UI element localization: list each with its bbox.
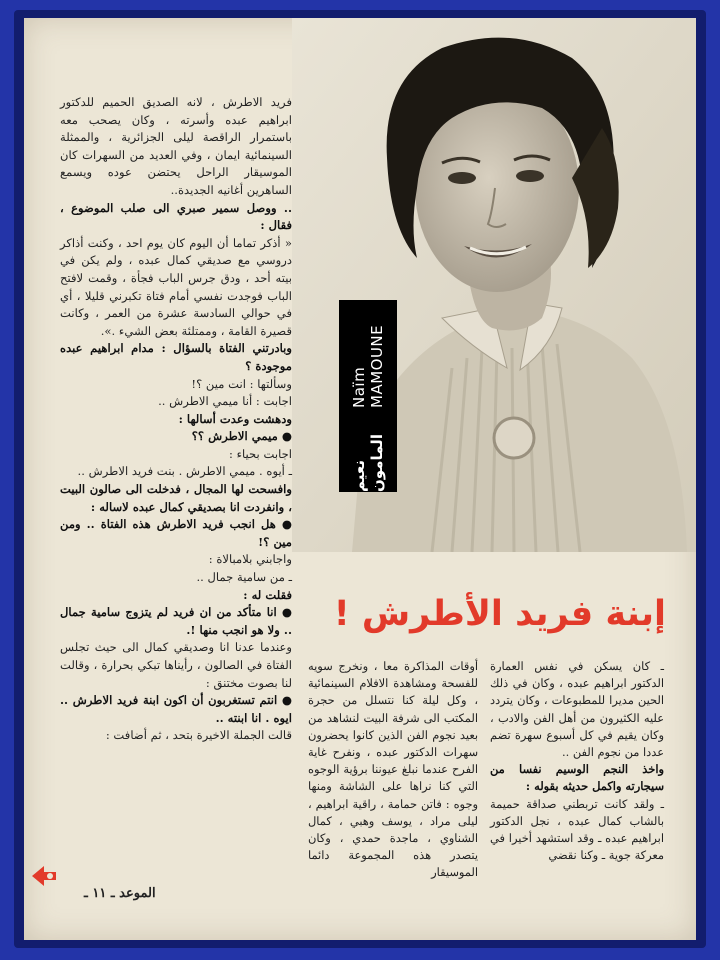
magazine-page — [24, 18, 696, 940]
page-footer: الموعد ـ ١١ ـ — [84, 886, 156, 901]
article-paragraph: ـ ولقد كانت تربطني صداقة حميمة بالشاب كمال عبده ، نجل الدكتور ابراهيم عبده ـ وقد استشهد أخيرا في معركة جوية ـ وكنا نقضي — [490, 796, 664, 863]
article-paragraph: فقلت له : — [243, 587, 292, 602]
article-paragraph: ودهشت وعدت أسالها : — [178, 411, 292, 426]
article-paragraph: قالت الجملة الاخيرة بتحد ، ثم أضافت : — [105, 728, 292, 743]
article-paragraph: اجابت بحياء : — [228, 446, 292, 461]
article-paragraph: أوقات المذاكرة معا ، ونخرج سويه للفسحة ومشاهدة الافلام السينمائية ، وكل ليلة كنا نتسلل من حجرة المكتب الى شرفة البيت لنشاهد من بعيد نجوم الفن الذين كانوا يحضرون سهرات الدكتور عبده ، ونفرح غاية الفرح عندما نبلغ عيوننا برؤية الوجوه التي كنا نراها على الشاشة ومنها وجوه : فاتن حمامة ، راقية ابراهيم ، ليلى مراد ، يوسف وهبي ، كمال الشناوي ، ماجدة حمدي ، وكان يتصدر هذه المجموعة دائما الموسيقار — [308, 659, 478, 880]
article-paragraph: فريد الاطرش ، لانه الصديق الحميم للدكتور ابراهيم عبده وأسرته ، وكان يصحب معه باستمرار الراقصة ليلى الجزائرية ، والممثلة السينمائية ايمان ، وفي العديد من السهرات كان الموسيقار الراحل يحتضن عوده ويسمع الساهرين أغانيه الجديدة.. — [60, 95, 292, 197]
continue-arrow-icon — [30, 864, 58, 888]
left-text-column — [60, 94, 292, 745]
watermark-latin: Naïm MAMOUNE — [350, 325, 386, 409]
article-paragraph: ● ميمي الاطرش ؟؟ — [191, 429, 292, 444]
article-paragraph: « أذكر تماما أن اليوم كان يوم احد ، وكنت أذاكر دروسي مع صديقي كمال عبده ، ولم يكن في بيته أحد ، ودق جرس الباب فجأة ، وقمت لافتح الباب فوجدت نفسي أمام فتاة تكبرني قليلا ، أي في حوالي السادسة عشرة من العمر ، وكانت قصيرة القامة ، وممتلئة بعض الشيء .». — [60, 235, 292, 338]
middle-text-column — [308, 658, 478, 882]
article-paragraph: وافسحت لها المجال ، فدخلت الى صالون البيت ، وانفردت انا بصديقي كمال عبده لاساله : — [60, 482, 292, 514]
article-paragraph: وبادرتني الفتاة بالسؤال : مدام ابراهيم عبده موجودة ؟ — [60, 341, 292, 373]
article-paragraph: ـ كان يسكن في نفس العمارة الدكتور ابراهيم عبده ، وكان في ذلك الحين مديرا للمطبوعات ، وكان يتردد عليه الكثيرون من أهل الفن والادب ، وكان يقيم في كل أسبوع سهرة تضم عددا من نجوم الفن .. — [490, 659, 664, 760]
article-paragraph: .. ووصل سمير صبري الى صلب الموضوع ، فقال : — [60, 200, 292, 233]
article-paragraph: واجابني بلامبالاة : — [208, 552, 292, 567]
article-paragraph: ● هل انجب فريد الاطرش هذه الفتاة .. ومن مين ؟! — [60, 517, 292, 549]
article-paragraph: واخذ النجم الوسيم نفسا من سيجارته واكمل حديثه بقوله : — [490, 762, 664, 794]
article-paragraph: ● انا متأكد من ان فريد لم يتزوج سامية جمال .. ولا هو انجب منها !. — [60, 605, 292, 637]
article-paragraph: وعندما عدنا انا وصديقي كمال الى حيث تجلس الفتاة في الصالون ، رأيناها تبكي بحرارة ، وقالت لنا بصوت مختنق : — [60, 640, 292, 690]
article-paragraph: ● انتم تستغربون أن اكون ابنة فريد الاطرش .. ايوه . انا ابنته .. — [60, 693, 292, 725]
right-text-column — [490, 658, 664, 864]
article-paragraph: اجابت : أنا ميمي الاطرش .. — [158, 394, 292, 409]
article-paragraph: ـ من سامية جمال .. — [196, 570, 292, 585]
article-headline: إبنة فريد الأطرش ! — [333, 594, 666, 634]
watermark-arabic: نعيم المامون — [350, 434, 386, 492]
watermark-signature — [339, 300, 397, 492]
article-paragraph: ـ أيوه . ميمي الاطرش . بنت فريد الاطرش .. — [77, 464, 292, 479]
article-paragraph: وسألتها : انت مين ؟! — [191, 376, 292, 391]
